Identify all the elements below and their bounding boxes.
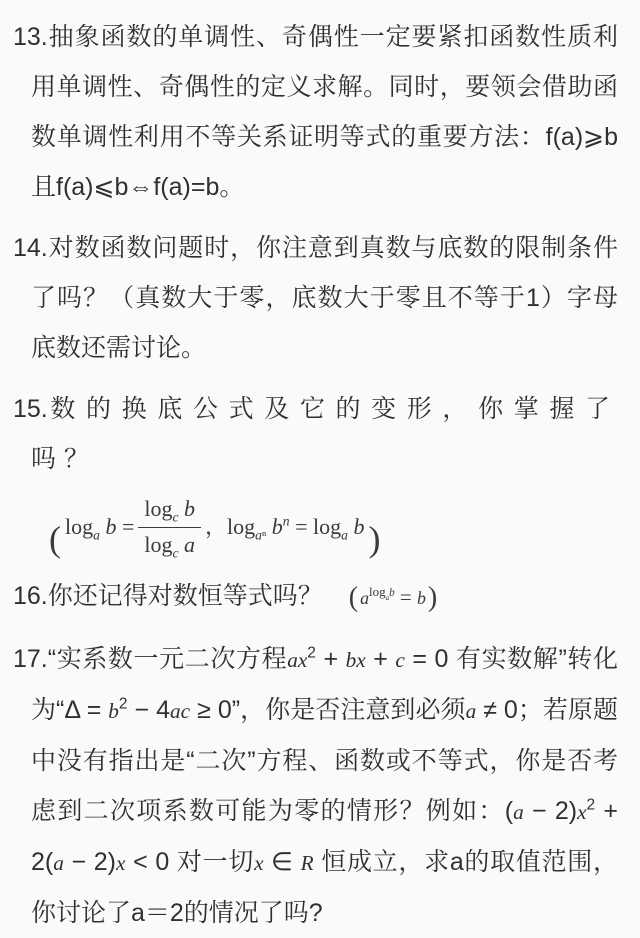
- item-16-text: 你还记得对数恒等式吗？: [47, 582, 323, 611]
- log-identity-formula: [347, 582, 439, 614]
- note-item-15: [13, 384, 618, 484]
- item-14-number: 14.: [13, 234, 48, 262]
- identity-open-paren: (: [348, 582, 359, 614]
- identity-body: $a^{log_ab} = b$: [360, 584, 426, 610]
- formula-fraction: [138, 495, 201, 559]
- formula-rhs: ，$\log_{a^n} b^n = \log_a b$: [205, 513, 365, 543]
- note-item-14: [13, 223, 618, 373]
- item-15-text: 数的换底公式及它的变形，你掌握了吗？: [31, 395, 618, 473]
- fraction-numerator: $\log_c b$: [138, 495, 201, 528]
- item-13-number: 13.: [13, 23, 48, 51]
- item-15-number: 15.: [13, 395, 48, 423]
- formula-close-paren: ): [368, 519, 381, 560]
- note-item-13: [13, 12, 618, 212]
- change-of-base-formula: [45, 495, 618, 559]
- formula-body: [65, 495, 364, 559]
- note-item-16: [13, 571, 618, 623]
- formula-open-paren: (: [49, 519, 61, 560]
- item-17-text: “实系数一元二次方程$ax^2$ + bx + c = 0 有实数解”转化为“$\Delta = b^2 - 4ac \ge 0$”，你是否注意到必须a ≠ 0；若原题中没有指出是“二次”方程、函数或不等式，你是否考虑到二次项系数可能为零的情形？例如：$(a - 2)x^2 + 2(a - 2)x < 0$ 对一切x ∈ R 恒成立，求a的取值范围，你讨论了a＝2的情况了吗?: [31, 644, 618, 928]
- item-16-number: 16.: [13, 582, 48, 611]
- fraction-denominator: $\log_c a$: [144, 531, 196, 560]
- item-17-number: 17.: [13, 645, 48, 674]
- item-13-text: 抽象函数的单调性、奇偶性一定要紧扣函数性质利用单调性、奇偶性的定义求解。同时，要领会借助函数单调性利用不等关系证明等式的重要方法：f(a)⩾b且f(a)⩽b⇔f(a)=b。: [31, 23, 618, 201]
- formula-lhs: $\log_a b$ =: [65, 513, 135, 543]
- identity-close-paren: ): [427, 582, 438, 614]
- item-14-text: 对数函数问题时，你注意到真数与底数的限制条件了吗？（真数大于零，底数大于零且不等于1）字母底数还需讨论。: [31, 234, 618, 362]
- note-item-17: [13, 634, 618, 938]
